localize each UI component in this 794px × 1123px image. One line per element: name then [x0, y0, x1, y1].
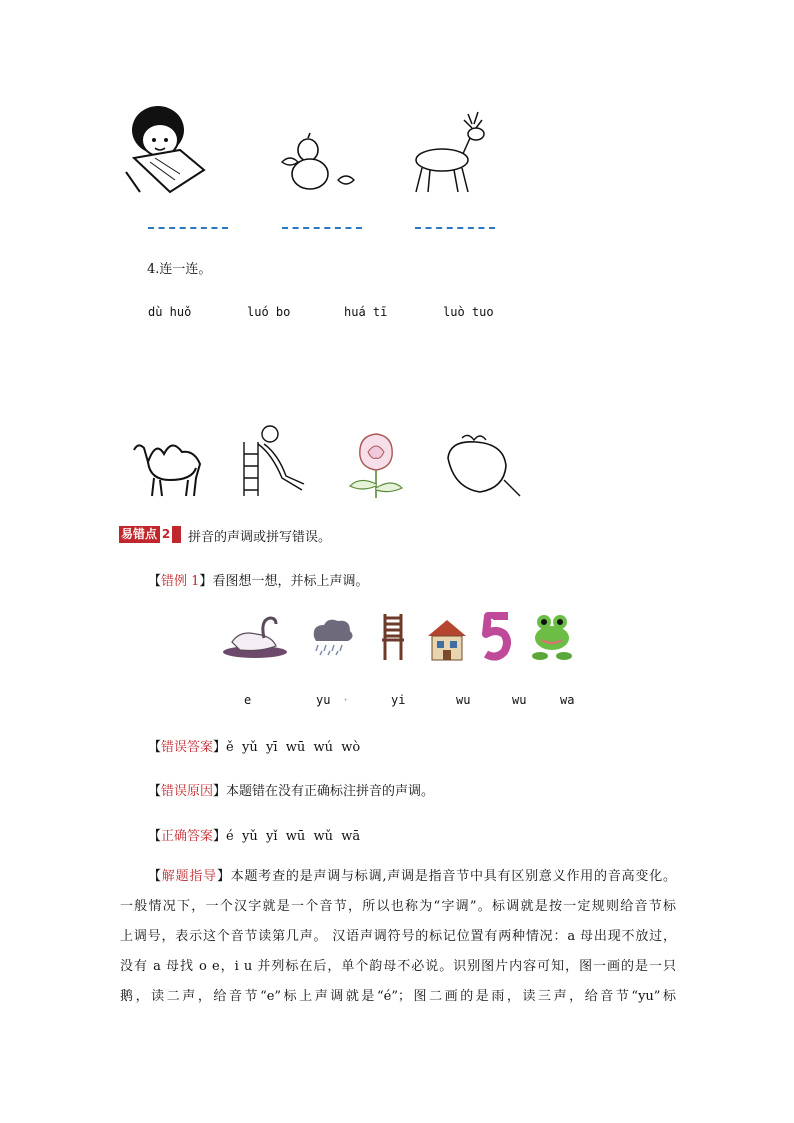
deer-image — [406, 110, 501, 195]
rose-image[interactable] — [340, 428, 412, 500]
pinyin-word[interactable]: luò tuo — [443, 305, 494, 319]
rain-cloud-image[interactable] — [308, 615, 356, 657]
syllable-dot: · — [342, 693, 350, 707]
correct-answer-line: 【正确答案】é yǔ yǐ wū wǔ wā — [148, 829, 361, 844]
correct-answer-label: 正确答案 — [161, 829, 214, 844]
syllable[interactable]: wa — [560, 693, 575, 707]
pinyin-word[interactable]: huá tī — [344, 305, 388, 319]
guidance-line: 没有 a 母找 o e，i u 并列标在后，单个韵母不必说。识别图片内容可知，图一画的是一只 — [120, 959, 676, 974]
syllable[interactable]: yu — [316, 693, 331, 707]
wrong-reason-text: 本题错在没有正确标注拼音的声调。 — [226, 784, 435, 799]
wrong-reason-line: 【错误原因】本题错在没有正确标注拼音的声调。 — [148, 784, 435, 799]
number-five-image[interactable] — [482, 612, 512, 662]
house-image[interactable] — [426, 616, 468, 662]
swan-image[interactable] — [220, 612, 290, 660]
camel-image[interactable] — [130, 428, 212, 500]
wrong-reason-label: 错误原因 — [161, 784, 214, 799]
answer-blank-3[interactable] — [415, 227, 495, 229]
wrong-answer-label: 错误答案 — [161, 740, 214, 755]
slide-image[interactable] — [238, 424, 308, 499]
guidance-line: 【解题指导】本题考查的是声调与标调,声调是指音节中具有区别意义作用的音高变化。 — [148, 869, 676, 884]
guidance-line: 鹅，读二声，给音节“e”标上声调就是“é”；图二画的是雨，读三声，给音节“yu”标 — [120, 989, 676, 1004]
question-4-label: 4.连一连。 — [147, 262, 212, 277]
pinyin-word[interactable]: luó bo — [247, 305, 291, 319]
boy-reading-image — [120, 100, 210, 195]
syllable[interactable]: wu — [512, 693, 527, 707]
gourd-image — [280, 132, 360, 192]
wrong-answer-line: 【错误答案】ě yǔ yī wū wú wò — [148, 740, 361, 755]
error-point-title: 拼音的声调或拼写错误。 — [188, 530, 332, 545]
correct-answer-text: é yǔ yǐ wū wǔ wā — [226, 829, 361, 844]
example-prompt: 看图想一想，并标上声调。 — [212, 574, 369, 589]
guidance-line: 一般情况下，一个汉字就是一个音节，所以也称为“字调”。标调就是按一定规则给音节标 — [120, 899, 676, 914]
answer-blank-2[interactable] — [282, 227, 362, 229]
answer-blank-1[interactable] — [148, 227, 228, 229]
example-line: 【错例 1】看图想一想，并标上声调。 — [148, 574, 369, 589]
error-point-tag: 易错点 2 — [119, 526, 181, 543]
guidance-label: 解题指导 — [161, 869, 217, 884]
error-point-number: 2 — [161, 527, 171, 541]
guidance-line: 上调号，表示这个音节读第几声。 汉语声调符号的标记位置有两种情况：a 母出现不放过， — [120, 929, 676, 944]
syllable[interactable]: yi — [391, 693, 406, 707]
frog-image[interactable] — [530, 612, 574, 662]
chair-image[interactable] — [380, 612, 406, 662]
syllable[interactable]: wu — [456, 693, 471, 707]
pinyin-word[interactable]: dù huǒ — [148, 305, 192, 319]
example-label: 错例 1 — [161, 574, 200, 589]
wrong-answer-text: ě yǔ yī wū wú wò — [226, 740, 361, 755]
syllable[interactable]: e — [244, 693, 252, 707]
radish-image[interactable] — [440, 430, 522, 500]
guidance-paragraph — [120, 862, 676, 1012]
